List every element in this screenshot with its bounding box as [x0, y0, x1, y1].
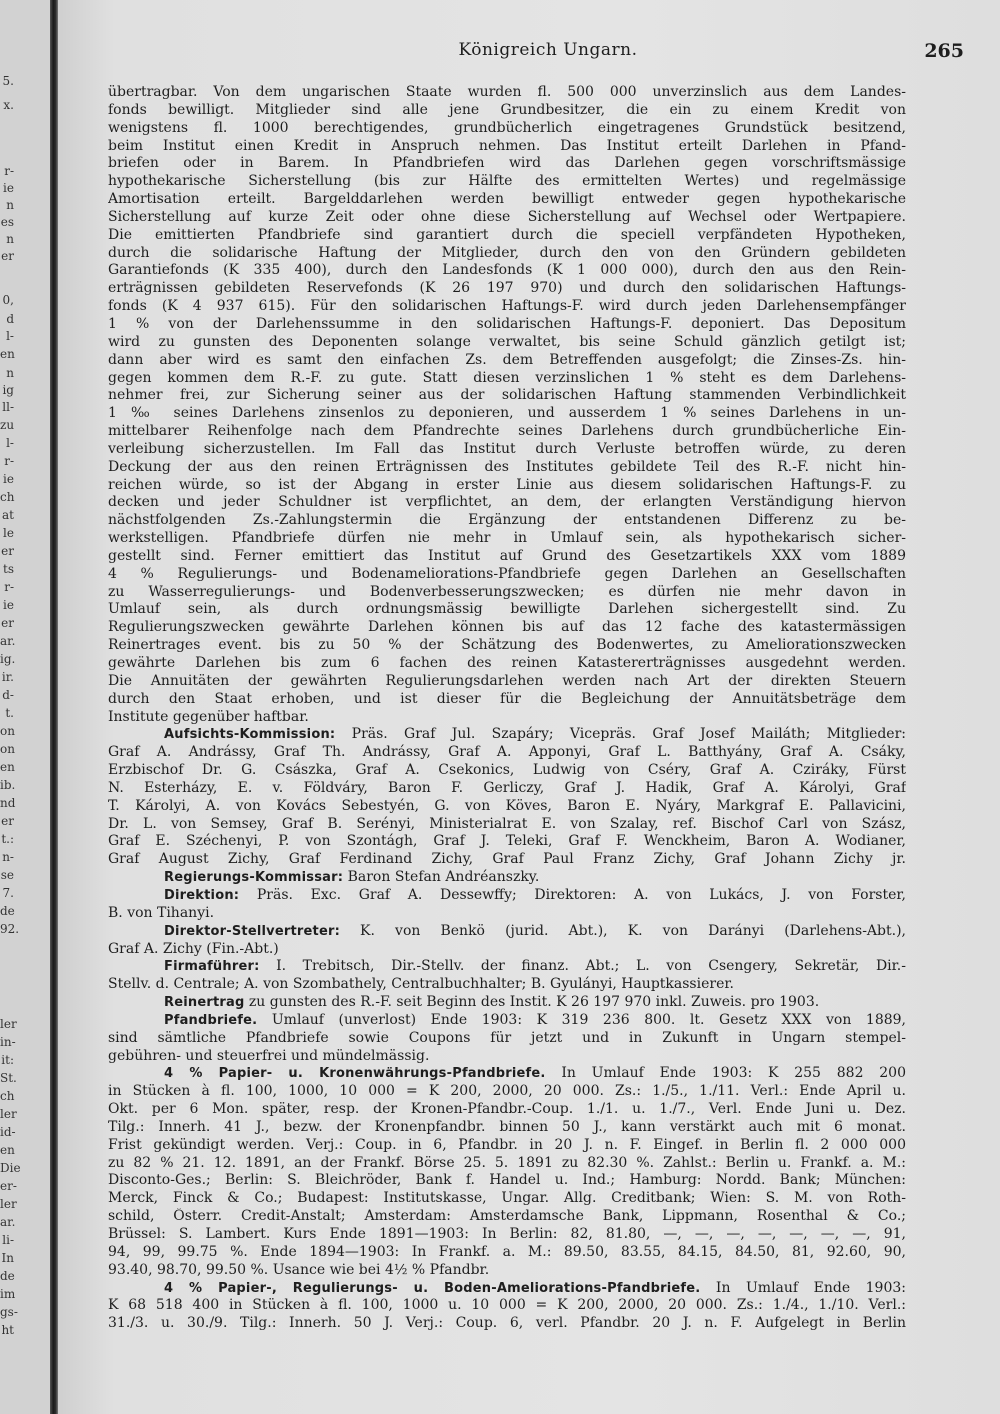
section-heading: Pfandbriefe. — [164, 1012, 258, 1028]
text-line — [108, 833, 906, 851]
facing-page-fragment: ler — [0, 1107, 17, 1121]
facing-page-fragment: ar. — [0, 634, 16, 648]
facing-page-fragment: id- — [0, 1125, 16, 1139]
text-run: 93.40, 98.70, 99.50 %. Usance wie bei 4½ % Pfandbr. — [108, 1261, 490, 1278]
text-line — [108, 209, 906, 227]
facing-page-fragment: er — [1, 616, 14, 630]
text-line — [108, 1137, 906, 1155]
facing-page-fragment: 92. — [0, 922, 20, 936]
section-heading: Direktion: — [164, 887, 240, 903]
facing-page-fragment: im — [0, 1287, 16, 1301]
text-line — [108, 1244, 906, 1262]
text-line — [108, 334, 906, 352]
text-line — [108, 762, 906, 780]
text-run: Regulierungszwecken gewährte Darlehen können bis auf das 12 fache des katastermässigen — [108, 619, 906, 636]
text-run: übertragbar. Von dem ungarischen Staate wurden fl. 500 000 unverzinslich aus dem Landes- — [108, 84, 906, 100]
text-line — [108, 1172, 906, 1190]
section-heading: Reinertrag — [164, 995, 245, 1011]
text-run: 31./3. u. 30./9. Tilg.: Innerh. 50 J. Verj.: Coup. 6, verl. Pfandbr. 20 J. n. F. Aufgelegt in Berlin — [108, 1315, 906, 1332]
facing-page-fragment: d- — [2, 688, 14, 702]
text-run: Garantiefonds (K 335 400), durch den Landesfonds (K 1 000 000), durch den aus den Rein- — [108, 262, 906, 279]
facing-page-fragment: 7. — [2, 886, 14, 900]
text-run: durch den Staat erhoben, und ist dieser für die Begleichung der Annuitätsbeträge dem — [108, 690, 906, 707]
text-line — [108, 1155, 906, 1173]
facing-page-fragment: de — [0, 904, 15, 918]
facing-page-fragment: ar. — [0, 1215, 16, 1229]
text-line — [108, 958, 906, 976]
facing-page-fragment: x. — [3, 98, 14, 112]
text-run: wird zu gunsten des Deponenten solange verwaltet, bis seine Schuld gänzlich getilgt ist; — [108, 333, 906, 350]
text-run: gebühren- und steuerfrei und mündelmässig. — [108, 1047, 430, 1064]
text-line — [108, 280, 906, 298]
section-heading: 4 % Papier-, Regulierungs- u. Boden-Ameliorations-Pfandbriefe. — [164, 1280, 701, 1296]
text-run: B. von Tihanyi. — [108, 904, 215, 921]
text-run: Institute gegenüber haftbar. — [108, 708, 309, 725]
facing-page-fragment: n — [6, 198, 14, 212]
text-line — [108, 370, 906, 388]
facing-page-fragment: ch — [0, 490, 15, 504]
text-line — [108, 512, 906, 530]
text-run: 1 % von der Darlehenssumme in den solidarischen Haftungs-F. deponiert. Das Depositum — [108, 315, 906, 332]
facing-page-fragment: 5. — [2, 74, 14, 88]
facing-page-fragment: ts — [3, 562, 14, 576]
text-line — [108, 191, 906, 209]
text-line — [108, 887, 906, 905]
facing-page-fragment: en — [0, 347, 15, 361]
text-run: Graf E. Széchenyi, P. von Szontágh, Graf J. Teleki, Graf F. Wenckheim, Baron A. Wodianer, — [108, 833, 906, 850]
facing-page-fragment: er — [1, 249, 14, 263]
text-line — [108, 1101, 906, 1119]
facing-page-fragment: in- — [0, 1035, 16, 1049]
text-run: Stellv. d. Centrale; A. von Szombathely, Centralbuchhalter; B. Gyulányi, Hauptkassierer. — [108, 976, 734, 993]
text-run: Präs. Graf Jul. Szapáry; Vicepräs. Graf Josef Mailáth; Mitglieder: — [335, 726, 906, 743]
text-line — [108, 1048, 906, 1066]
text-line — [108, 691, 906, 709]
text-line — [108, 316, 906, 334]
facing-page-fragment: li- — [2, 1233, 14, 1247]
text-run: Baron Stefan Andréanszky. — [343, 869, 540, 886]
text-run: reichen würde, so ist der Abgang in erster Linie aus diesem solidarischen Haftungs-F. zu — [108, 476, 906, 493]
text-run: Die emittierten Pfandbriefe sind garantiert durch die speciell verpfändeten Hypotheken, — [108, 226, 906, 243]
text-line — [108, 1208, 906, 1226]
facing-page-fragment: n- — [2, 850, 14, 864]
text-run: K. von Benkö (jurid. Abt.), K. von Darányi (Darlehens-Abt.), — [339, 922, 906, 939]
text-line — [108, 726, 906, 744]
text-line — [108, 816, 906, 834]
text-run: fonds bewilligt. Mitglieder sind alle jene Grundbesitzer, die ein zu einem Kredit von — [108, 101, 906, 118]
text-run: Okt. per 6 Mon. später, resp. der Kronen-Pfandbr.-Coup. 1./1. u. 1./7., Verl. Ende Juni u. Dez. — [108, 1101, 906, 1118]
text-line — [108, 798, 906, 816]
text-line — [108, 566, 906, 584]
text-run: Deckung der aus den reinen Erträgnissen des Institutes gebildete Teil des R.-F. nicht hin- — [108, 458, 906, 475]
text-line — [108, 869, 906, 887]
text-run: I. Trebitsch, Dir.-Stellv. der finanz. Abt.; L. von Csengery, Sekretär, Dir.- — [259, 958, 906, 975]
facing-page-fragment: on — [0, 742, 15, 756]
text-line — [108, 673, 906, 691]
facing-page-fragment: se — [0, 868, 14, 882]
facing-page-fragment: en — [0, 760, 15, 774]
facing-page-fragment: ig — [2, 383, 14, 397]
text-run: fonds (K 4 937 615). Für den solidarischen Haftungs-F. wird durch jeden Darlehensempfänger — [108, 298, 906, 315]
text-run: T. Károlyi, A. von Kovács Sebestyén, G. von Köves, Baron E. Nyáry, Markgraf E. Pallavicini, — [108, 797, 906, 814]
text-line — [108, 619, 906, 637]
text-line — [108, 120, 906, 138]
text-run: nehmer frei, zur Sicherung seiner aus der solidarischen Haftung stammenden Verbindlichkeit — [108, 387, 906, 404]
facing-page-fragment: le — [3, 526, 14, 540]
text-run: mittelbarer Reihenfolge nach dem Pfandrechte seines Darlehens durch grundbücherliche Ein- — [108, 423, 906, 440]
text-run: Reinertrages event. bis zu 50 % der Schätzung des Bodenwertes, zu Ameliorationszwecken — [108, 637, 906, 654]
text-run: hypothekarische Sicherstellung (bis zur Hälfte des ermittelten Wertes) und regelmässige — [108, 173, 906, 190]
text-run: sind sämtliche Pfandbriefe sowie Coupons für jetzt und in Zukunft in Ungarn stempel- — [108, 1029, 906, 1046]
facing-page-fragment: n — [6, 232, 14, 246]
text-run: Die Annuitäten der gewährten Regulierungsdarlehen werden nach Art der direkten Steuern — [108, 672, 906, 689]
text-line — [108, 459, 906, 477]
text-line — [108, 423, 906, 441]
text-line — [108, 994, 906, 1012]
text-line — [108, 655, 906, 673]
text-line — [108, 709, 906, 727]
facing-page-fragment: ib. — [0, 778, 16, 792]
facing-page-fragment: er — [1, 544, 14, 558]
text-line — [108, 102, 906, 120]
page-number: 265 — [924, 40, 964, 62]
text-run: wenigstens fl. 1000 berechtigendes, grundbücherlich eingetragenes Grundstück besitzend, — [108, 119, 906, 136]
text-run: Präs. Exc. Graf A. Dessewffy; Direktoren: A. von Lukács, J. von Forster, — [239, 886, 906, 903]
facing-page-fragment: r- — [4, 164, 14, 178]
text-run: Graf A. Andrássy, Graf Th. Andrássy, Graf A. Apponyi, Graf L. Batthyány, Graf A. Csáky, — [108, 744, 906, 761]
facing-page-fragment: ir. — [1, 670, 14, 684]
text-run: zu 82 % 21. 12. 1891, an der Frankf. Börse 25. 5. 1891 zu 82.30 %. Zahlst.: Berlin u. Frankf. a. M.: — [108, 1154, 906, 1171]
text-line — [108, 1226, 906, 1244]
text-run: beim Institut einen Kredit in Anspruch nehmen. Das Institut erteilt Darlehen in Pfand- — [108, 137, 906, 154]
section-heading: Regierungs-Kommissar: — [164, 870, 344, 886]
text-line — [108, 923, 906, 941]
text-line — [108, 780, 906, 798]
facing-page-fragment: St. — [0, 1071, 17, 1085]
facing-page-fragment: n — [6, 366, 14, 380]
facing-page-fragment: t.: — [1, 832, 14, 846]
text-line — [108, 84, 906, 102]
text-line — [108, 1065, 906, 1083]
text-line — [108, 637, 906, 655]
text-run: Graf August Zichy, Graf Ferdinand Zichy, Graf Paul Franz Zichy, Graf Johann Zichy jr. — [108, 851, 906, 868]
book-spine — [50, 0, 58, 1414]
text-run: Frist gekündigt werden. Verj.: Coup. in 6, Pfandbr. in 20 J. n. F. Eingef. in Berlin fl. 2 000 000 — [108, 1136, 906, 1153]
text-run: Dr. L. von Semsey, Graf B. Serényi, Ministerialrat E. von Szalay, ref. Bischof Carl von Szász, — [108, 815, 906, 832]
text-line — [108, 905, 906, 923]
text-line — [108, 1280, 906, 1298]
body-text — [108, 84, 906, 1333]
facing-page-fragment: d — [6, 312, 14, 326]
text-run: durch die solidarische Haftung der Mitglieder, durch den von den Gründern gebildeten — [108, 244, 906, 261]
running-header-title: Königreich Ungarn. — [458, 40, 638, 60]
text-line — [108, 155, 906, 173]
facing-page-fragment: r- — [4, 454, 14, 468]
facing-page-fragment: es — [0, 215, 14, 229]
text-run: Brüssel: S. Lambert. Kurs Ende 1891—1903: In Berlin: 82, 81.80, —, —, —, —, —, —, —, 91, — [108, 1226, 906, 1242]
facing-page-fragment: t. — [5, 706, 14, 720]
text-run: gegen kommen dem R.-F. zu gute. Statt diesen verzinslichen 1 % steht es dem Darlehens- — [108, 369, 906, 386]
text-run: K 68 518 400 in Stücken à fl. 100, 1000 u. 10 000 = K 200, 2000, 20 000. Zs.: 1./4., 1./10. Verl.: — [108, 1297, 906, 1314]
facing-page-fragment: In — [1, 1251, 14, 1265]
facing-page-fragment: l- — [6, 329, 14, 343]
text-line — [108, 941, 906, 959]
text-run: gestellt sind. Ferner emittiert das Institut auf Grund des Gesetzartikels XXX vom 1889 — [108, 547, 906, 564]
section-heading: Direktor-Stellvertreter: — [164, 923, 340, 939]
facing-page-fragment: gs- — [0, 1305, 18, 1319]
text-run: Tilg.: Innerh. 41 J., bezw. der Kronenpfandbr. binnen 50 J., kann verstärkt auch mit 6 monat. — [108, 1118, 906, 1135]
text-line — [108, 1315, 906, 1333]
text-line — [108, 405, 906, 423]
text-line — [108, 548, 906, 566]
text-run: werkstelligen. Pfandbriefe dürfen nie mehr in Umlauf sein, als hypothekarisch sicher- — [108, 530, 906, 547]
text-run: Disconto-Ges.; Berlin: S. Bleichröder, Bank f. Handel u. Ind.; Hamburg: Nordd. Bank; München: — [108, 1172, 906, 1189]
text-run: gewährte Darlehen bis zum 6 fachen des reinen Katastererträgnisses ausgedehnt werden. — [108, 655, 906, 671]
text-line — [108, 530, 906, 548]
text-run: 4 % Regulierungs- und Bodenameliorations-Pfandbriefe gegen Darlehen an Gesellschaften — [108, 565, 906, 582]
text-line — [108, 601, 906, 619]
text-run: Graf A. Zichy (Fin.-Abt.) — [108, 940, 279, 957]
text-line — [108, 245, 906, 263]
text-run: in Stücken à fl. 100, 1000, 10 000 = K 200, 2000, 20 000. Zs.: 1./5., 1./11. Verl.: Ende April u. — [108, 1083, 906, 1100]
text-line — [108, 1119, 906, 1137]
text-run: 1 ‰ seines Darlehens zinsenlos zu deponieren, und ausserdem 1 % seines Darlehens in un- — [108, 405, 906, 422]
text-run: briefen oder in Barem. In Pfandbriefen wird das Darlehen gegen vorschriftsmässige — [108, 155, 906, 172]
text-run: schild, Österr. Credit-Anstalt; Amsterdam: Amsterdamsche Bank, Lippmann, Rosenthal & Co.; — [108, 1208, 906, 1225]
text-run: verleibung sicherzustellen. Im Fall das Institut durch Verluste betroffen würde, zu deren — [108, 440, 906, 457]
facing-page-fragment: ht — [1, 1323, 14, 1337]
facing-page-fragment: en — [0, 1143, 15, 1157]
facing-page-fragment: zu — [0, 418, 15, 432]
text-line — [108, 1190, 906, 1208]
facing-page-fragment: l- — [6, 436, 14, 450]
facing-page-fragment: it: — [1, 1053, 14, 1067]
text-line — [108, 1262, 906, 1280]
text-line — [108, 262, 906, 280]
text-line — [108, 744, 906, 762]
text-line — [108, 227, 906, 245]
facing-page-fragment: ler — [0, 1017, 17, 1031]
section-heading: Aufsichts-Kommission: — [164, 727, 336, 743]
text-run: 94, 99, 99.75 %. Ende 1894—1903: In Frankf. a. M.: 89.50, 83.55, 84.15, 84.50, 81, 92.60, 90, — [108, 1243, 906, 1260]
text-line — [108, 352, 906, 370]
facing-page-fragment: ie — [3, 598, 14, 612]
text-run: In Umlauf Ende 1903: K 255 882 200 — [545, 1065, 906, 1082]
text-line — [108, 584, 906, 602]
section-heading: 4 % Papier- u. Kronenwährungs-Pfandbriefe. — [164, 1066, 546, 1082]
text-run: erträgnissen gebildeten Reservefonds (K 26 197 970) und durch den solidarischen Haftungs- — [108, 280, 906, 297]
facing-page-fragment: ig. — [0, 652, 16, 666]
text-run: In Umlauf Ende 1903: — [700, 1279, 906, 1296]
text-line — [108, 1012, 906, 1030]
facing-page-fragment: Die — [0, 1161, 21, 1175]
text-run: Erzbischof Dr. G. Császka, Graf A. Csekonics, Ludwig von Cséry, Graf A. Cziráky, Fürst — [108, 762, 906, 779]
facing-page-fragment: er — [1, 814, 14, 828]
text-run: dann aber wird es samt den einfachen Zs. dem Betreffenden ausgefolgt; die Zinses-Zs. hin- — [108, 351, 906, 368]
text-run: nächstfolgenden Zs.-Zahlungstermin die Ergänzung der entstandenen Differenz zu be- — [108, 512, 906, 529]
facing-page-fragment: r- — [4, 580, 14, 594]
section-heading: Firmaführer: — [164, 959, 260, 975]
text-run: zu gunsten des R.-F. seit Beginn des Instit. K 26 197 970 inkl. Zuweis. pro 1903. — [244, 994, 820, 1011]
facing-page-fragment: ll- — [2, 400, 14, 414]
text-run: Sicherstellung auf kurze Zeit oder ohne diese Sicherstellung auf Wechsel oder Wertpapiere. — [108, 208, 906, 225]
text-line — [108, 494, 906, 512]
facing-page-fragment: ie — [3, 181, 14, 195]
text-line — [108, 441, 906, 459]
text-line — [108, 1297, 906, 1315]
facing-page-fragment: on — [0, 724, 15, 738]
text-run: Umlauf (unverlost) Ende 1903: K 319 236 800. lt. Gesetz XXX von 1889, — [257, 1011, 906, 1028]
text-line — [108, 1030, 906, 1048]
text-line — [108, 976, 906, 994]
text-run: Umlauf sein, als durch ordnungsmässig bewilligte Darlehen sichergestellt sind. Zu — [108, 601, 906, 618]
text-line — [108, 138, 906, 156]
text-line — [108, 851, 906, 869]
facing-page-fragment: de — [0, 1269, 15, 1283]
text-line — [108, 387, 906, 405]
text-run: N. Esterházy, E. v. Földváry, Baron F. Gerliczy, Graf J. Hadik, Graf A. Károlyi, Graf — [108, 779, 906, 796]
text-line — [108, 477, 906, 495]
facing-page-fragment: nd — [0, 796, 16, 810]
facing-page-fragment: at — [2, 508, 14, 522]
facing-page-fragment: ch — [0, 1089, 15, 1103]
text-line — [108, 1083, 906, 1101]
facing-page-fragment: 0, — [2, 293, 14, 307]
facing-page-fragment: ie — [3, 472, 14, 486]
text-run: zu Wasserregulierungs- und Bodenverbesserungszwecken; es dürfen nie mehr davon in — [108, 583, 906, 600]
text-run: Amortisation erteilt. Bargelddarlehen werden bewilligt entweder gegen hypothekarische — [108, 191, 906, 208]
text-run: decken und jeder Schuldner ist verpflichtet, an dem, der erlangten Verständigung hiervon — [108, 494, 906, 511]
text-run: Merck, Finck & Co.; Budapest: Institutskasse, Ungar. Allg. Creditbank; Wien: S. M. von Roth- — [108, 1190, 906, 1207]
facing-page-fragment: er- — [0, 1179, 17, 1193]
text-line — [108, 173, 906, 191]
text-line — [108, 298, 906, 316]
facing-page-fragment: ler — [0, 1197, 17, 1211]
